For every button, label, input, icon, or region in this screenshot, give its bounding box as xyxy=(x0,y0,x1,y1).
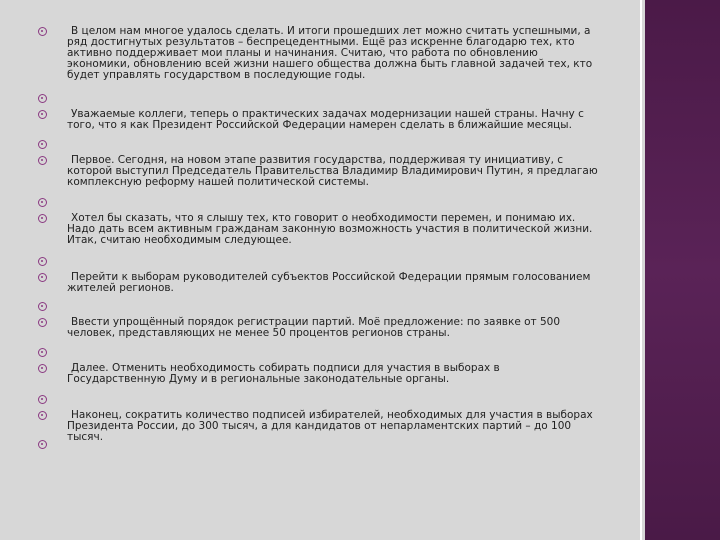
paragraph-text: Ввести упрощённый порядок регистрации партий. Моё предложение: по заявке от 500 человек, представляющих не менее 50 процентов регионов страны. xyxy=(67,316,564,339)
side-divider-line xyxy=(640,0,642,540)
empty-paragraph xyxy=(38,197,598,213)
empty-paragraph xyxy=(38,439,598,455)
bullet-icon xyxy=(38,94,47,103)
bullet-icon xyxy=(38,395,47,404)
paragraph-6 xyxy=(38,317,598,347)
side-panel xyxy=(645,0,720,540)
bullet-icon xyxy=(38,411,47,420)
paragraph-text: Уважаемые коллеги, теперь о практических задачах модернизации нашей страны. Начну с того, что я как Президент Российской Федерации намерен сделать в ближайшие месяцы. xyxy=(67,108,588,131)
paragraph-3 xyxy=(38,154,602,197)
paragraph-4 xyxy=(38,213,598,256)
empty-paragraph xyxy=(38,301,598,317)
empty-paragraph xyxy=(38,93,598,109)
paragraph-7 xyxy=(38,363,598,394)
bullet-icon xyxy=(38,273,47,282)
bullet-icon xyxy=(38,440,47,449)
paragraph-text: Наконец, сократить количество подписей избирателей, необходимых для участия в выборах Президента России, до 300 тысяч, а для кандидатов от непарламентских партий – до 100 тысяч. xyxy=(67,409,597,443)
empty-paragraph xyxy=(38,347,598,363)
empty-paragraph xyxy=(38,139,598,155)
bullet-icon xyxy=(38,364,47,373)
paragraph-text: Далее. Отменить необходимость собирать подписи для участия в выборах в Государственную Думу и в региональные законодательные органы. xyxy=(67,362,504,385)
bullet-icon xyxy=(38,110,47,119)
empty-paragraph xyxy=(38,394,598,410)
paragraph-2 xyxy=(38,109,598,139)
paragraph-1 xyxy=(38,26,598,93)
bullet-icon xyxy=(38,140,47,149)
bullet-icon xyxy=(38,214,47,223)
bullet-icon xyxy=(38,27,47,36)
paragraph-text: Первое. Сегодня, на новом этапе развития государства, поддерживая ту инициативу, с которой выступил Председатель Правительства Владимир Владимирович Путин, я предлагаю комплексную реформу нашей политической системы. xyxy=(67,154,602,188)
paragraph-8 xyxy=(38,409,598,443)
paragraph-text: Перейти к выборам руководителей субъектов Российской Федерации прямым голосованием жителей регионов. xyxy=(67,271,594,294)
paragraph-text: Хотел бы сказать, что я слышу тех, кто говорит о необходимости перемен, и понимаю их. Надо дать всем активным гражданам законную возможность участия в политической жизни. Итак, считаю необходимым следующее. xyxy=(67,212,596,246)
empty-paragraph xyxy=(38,256,598,272)
bullet-icon xyxy=(38,156,47,165)
bullet-icon xyxy=(38,257,47,266)
slide-body xyxy=(38,25,602,455)
bullet-icon xyxy=(38,348,47,357)
bullet-icon xyxy=(38,318,47,327)
bullet-icon xyxy=(38,302,47,311)
paragraph-text: В целом нам многое удалось сделать. И итоги прошедших лет можно считать успешными, а ряд достигнутых результатов – беспрецедентными. Ещё раз искренне благодарю тех, кто активно поддерживает мои планы и начинания. Считаю, что работа по обновлению экономики, обновлению всей жизни нашего общества должна быть главной задачей тех, кто будет управлять государством в последующие годы. xyxy=(67,25,596,81)
bullet-icon xyxy=(38,198,47,207)
paragraph-5 xyxy=(38,272,598,301)
